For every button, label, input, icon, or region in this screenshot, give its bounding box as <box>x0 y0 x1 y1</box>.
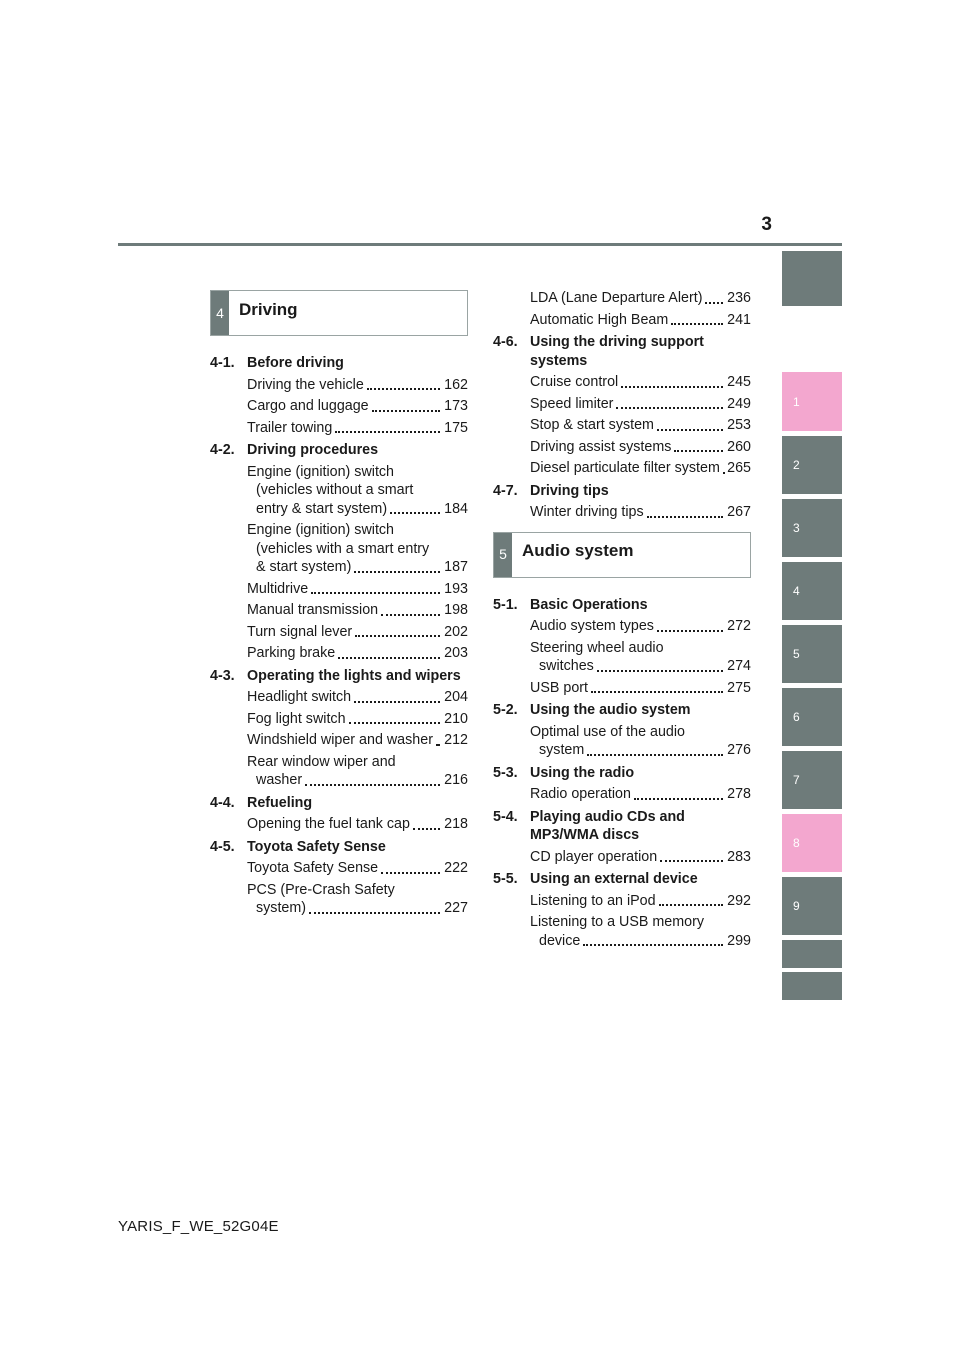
toc-subsection-number: 5-4. <box>493 808 518 825</box>
toc-leader-dots <box>705 302 723 304</box>
toc-entry-page: 265 <box>727 460 751 476</box>
toc-entry-title: Engine (ignition) switch (vehicles without a smart entry & start system) <box>247 463 414 517</box>
toc-leader-dots <box>413 828 440 830</box>
toc-entry-title: Driving assist systems <box>530 438 672 455</box>
toc-column-left <box>210 290 468 918</box>
toc-subsection-title: Before driving <box>247 355 344 371</box>
toc-entry-page: 175 <box>444 419 468 436</box>
toc-entry-title: Headlight switch <box>247 689 352 705</box>
toc-subsection-number: 4-4. <box>210 794 235 811</box>
section-header-audio-system[interactable] <box>493 532 751 578</box>
toc-entry-page: 275 <box>727 679 751 696</box>
toc-subsection-number: 4-5. <box>210 838 235 855</box>
chapter-tab-2[interactable] <box>782 436 842 494</box>
toc-entry-title: Optimal use of the audio system <box>530 723 685 758</box>
toc-entry-title: Opening the fuel tank cap <box>247 816 410 832</box>
toc-entry-title: Manual transmission <box>247 602 379 618</box>
toc-entry-page: 162 <box>444 376 468 393</box>
toc-leader-dots <box>372 410 440 412</box>
toc-entry-page: 216 <box>444 772 468 788</box>
toc-entry-title: Listening to an iPod <box>530 892 656 909</box>
toc-leader-dots <box>338 657 440 659</box>
toc-leader-dots <box>674 450 723 452</box>
toc-entry[interactable] <box>493 311 751 330</box>
chapter-tab-8[interactable] <box>782 814 842 872</box>
toc-entry[interactable] <box>210 688 468 707</box>
toc-entry-page: 245 <box>727 374 751 390</box>
toc-leader-dots <box>354 701 440 703</box>
chapter-tab-4[interactable] <box>782 562 842 620</box>
toc-entry-title: Toyota Safety Sense <box>247 860 379 876</box>
toc-entry[interactable] <box>493 617 751 636</box>
toc-subsection-heading[interactable] <box>210 667 468 686</box>
toc-entry-title: Turn signal lever <box>247 623 353 640</box>
toc-entry-page: 278 <box>727 786 751 802</box>
chapter-tab-label: 6 <box>793 710 800 724</box>
toc-leader-dots <box>390 512 440 514</box>
chapter-tab-9[interactable] <box>782 877 842 935</box>
chapter-tab-label: 7 <box>793 773 800 787</box>
chapter-tab-7[interactable] <box>782 751 842 809</box>
toc-entry-page: 276 <box>727 742 751 758</box>
chapter-tab-blank-b[interactable] <box>782 972 842 1000</box>
toc-entry[interactable] <box>493 723 751 760</box>
toc-leader-dots <box>597 670 723 672</box>
toc-entry-page: 241 <box>727 311 751 328</box>
toc-entry[interactable] <box>210 397 468 416</box>
toc-subsection-heading[interactable] <box>493 596 751 615</box>
toc-entry[interactable] <box>493 679 751 698</box>
toc-entry-page: 173 <box>444 398 468 414</box>
toc-subsection-heading[interactable] <box>210 838 468 857</box>
toc-entry-title: Diesel particulate filter system <box>530 460 720 476</box>
toc-entry[interactable] <box>210 731 468 750</box>
toc-entry-title: LDA (Lane Departure Alert) <box>530 290 703 306</box>
toc-entry-title: Driving the vehicle <box>247 376 364 393</box>
toc-subsection-title: Driving tips <box>530 482 609 499</box>
toc-entry-page: 212 <box>444 732 468 748</box>
toc-entry-page: 227 <box>444 900 468 916</box>
toc-subsection-title: Operating the lights and wipers <box>247 667 461 684</box>
toc-entry-page: 253 <box>727 417 751 433</box>
toc-entry-page: 204 <box>444 689 468 705</box>
toc-leader-dots <box>591 691 723 693</box>
toc-entry[interactable] <box>210 859 468 878</box>
toc-entry[interactable] <box>493 913 751 950</box>
toc-entry[interactable] <box>493 416 751 435</box>
toc-entry[interactable] <box>210 815 468 834</box>
toc-subsection-title: Playing audio CDs and MP3/WMA discs <box>530 808 685 843</box>
toc-entry-title: Parking brake <box>247 645 336 661</box>
toc-subsection-title: Using an external device <box>530 871 698 887</box>
toc-entry[interactable] <box>210 463 468 519</box>
toc-entry-title: Winter driving tips <box>530 504 644 520</box>
toc-entry-title: CD player operation <box>530 848 658 865</box>
section-title: Driving <box>239 299 298 319</box>
toc-entry[interactable] <box>493 639 751 676</box>
toc-leader-dots <box>436 744 440 746</box>
chapter-tab-label: 5 <box>793 647 800 661</box>
toc-entry-page: 267 <box>727 504 751 520</box>
toc-entry[interactable] <box>493 395 751 414</box>
toc-subsection-number: 4-2. <box>210 442 235 458</box>
footer-code: YARIS_F_WE_52G04E <box>118 1218 279 1235</box>
chapter-tab-5[interactable] <box>782 625 842 683</box>
chapter-tab-1[interactable] <box>782 372 842 431</box>
toc-entry-title: Audio system types <box>530 618 654 634</box>
toc-entry-page: 184 <box>444 500 468 517</box>
toc-entry-page: 222 <box>444 860 468 876</box>
toc-leader-dots <box>583 944 723 946</box>
chapter-tab-label: 8 <box>793 836 800 850</box>
toc-subsection-title: Toyota Safety Sense <box>247 838 386 855</box>
toc-leader-dots <box>616 407 723 409</box>
toc-leader-dots <box>355 635 440 637</box>
toc-entry[interactable] <box>210 419 468 438</box>
toc-subsection-number: 4-6. <box>493 334 518 350</box>
toc-leader-dots <box>309 912 440 914</box>
chapter-tab-label: 4 <box>793 584 800 598</box>
toc-entry-title: Cruise control <box>530 374 619 390</box>
toc-entry-title: Rear window wiper and washer <box>247 753 396 788</box>
section-title: Audio system <box>522 541 634 561</box>
toc-entry-title: Cargo and luggage <box>247 398 369 414</box>
toc-subsection-heading[interactable] <box>493 764 751 783</box>
toc-subsection-title: Using the driving support systems <box>530 334 704 369</box>
toc-entry-page: 292 <box>727 892 751 909</box>
toc-entry[interactable] <box>210 644 468 663</box>
toc-subsection-number: 4-1. <box>210 355 235 371</box>
toc-leader-dots <box>671 323 723 325</box>
page-number: 3 <box>761 214 772 235</box>
toc-subsection-title: Basic Operations <box>530 596 648 613</box>
toc-leader-dots <box>657 429 723 431</box>
toc-leader-dots <box>634 798 723 800</box>
toc-subsection-title: Driving procedures <box>247 442 379 458</box>
toc-entry[interactable] <box>210 623 468 642</box>
chapter-tab-label: 9 <box>793 899 800 913</box>
toc-leader-dots <box>305 784 440 786</box>
toc-entry-page: 218 <box>444 816 468 832</box>
toc-entry[interactable] <box>493 459 751 478</box>
toc-leader-dots <box>367 388 440 390</box>
toc-leader-dots <box>621 386 723 388</box>
section-number: 4 <box>211 291 229 335</box>
toc-subsection-number: 4-7. <box>493 482 518 499</box>
toc-subsection-number: 5-5. <box>493 871 518 887</box>
toc-entry[interactable] <box>210 601 468 620</box>
toc-entry-title: PCS (Pre-Crash Safety system) <box>247 881 395 916</box>
toc-leader-dots <box>349 722 440 724</box>
toc-leader-dots <box>381 614 440 616</box>
toc-subsection-heading[interactable] <box>210 441 468 460</box>
chapter-tab-label: 3 <box>793 521 800 535</box>
chapter-tab-label: 1 <box>793 394 800 409</box>
toc-leader-dots <box>587 754 723 756</box>
header-rule <box>118 243 842 246</box>
toc-leader-dots <box>381 872 440 874</box>
toc-leader-dots <box>659 904 723 906</box>
chapter-tab-blank-a[interactable] <box>782 940 842 968</box>
toc-entry[interactable] <box>493 373 751 392</box>
toc-subsection-heading[interactable] <box>493 482 751 501</box>
toc-subsection-title: Using the radio <box>530 764 635 781</box>
toc-leader-dots <box>657 630 723 632</box>
toc-entry[interactable] <box>493 503 751 522</box>
toc-entry-title: USB port <box>530 679 589 696</box>
toc-entry-page: 274 <box>727 658 751 674</box>
toc-entry-page: 187 <box>444 559 468 575</box>
toc-subsection-heading[interactable] <box>210 354 468 373</box>
toc-column-right <box>493 286 751 950</box>
toc-entry-page: 198 <box>444 602 468 618</box>
toc-entry-title: Engine (ignition) switch (vehicles with a smart entry & start system) <box>247 522 430 575</box>
toc-entry-page: 210 <box>444 710 468 727</box>
toc-subsection-title: Using the audio system <box>530 702 691 718</box>
toc-entry[interactable] <box>210 376 468 395</box>
toc-entry-page: 249 <box>727 395 751 412</box>
toc-entry[interactable] <box>493 438 751 457</box>
toc-entry-title: Steering wheel audio switches <box>530 639 664 674</box>
toc-entry-title: Automatic High Beam <box>530 311 669 328</box>
toc-entry-title: Listening to a USB memory device <box>530 914 705 949</box>
toc-entry-page: 260 <box>727 438 751 455</box>
toc-entry[interactable] <box>493 848 751 867</box>
chapter-tab-label: 2 <box>793 458 800 472</box>
toc-entry[interactable] <box>210 710 468 729</box>
toc-entry-title: Stop & start system <box>530 417 654 433</box>
toc-subsection-title: Refueling <box>247 794 313 811</box>
toc-subsection-number: 5-1. <box>493 596 518 613</box>
toc-entry-title: Windshield wiper and washer <box>247 732 433 748</box>
toc-entry[interactable] <box>493 289 751 308</box>
toc-entry-page: 203 <box>444 645 468 661</box>
toc-entry[interactable] <box>493 785 751 804</box>
toc-subsection-heading[interactable] <box>493 808 751 845</box>
toc-entry-title: Speed limiter <box>530 395 614 412</box>
toc-entry-page: 202 <box>444 623 468 640</box>
toc-entry[interactable] <box>210 580 468 599</box>
toc-list-right <box>493 596 751 951</box>
toc-subsection-heading[interactable] <box>493 701 751 720</box>
toc-leader-dots <box>647 516 723 518</box>
chapter-tab-blank-top[interactable] <box>782 251 842 306</box>
toc-entry-page: 299 <box>727 932 751 949</box>
toc-entry-page: 272 <box>727 618 751 634</box>
toc-subsection-heading[interactable] <box>210 794 468 813</box>
toc-entry-title: Fog light switch <box>247 710 346 727</box>
section-header-driving[interactable] <box>210 290 468 336</box>
toc-entry-title: Radio operation <box>530 786 631 802</box>
toc-subsection-heading[interactable] <box>493 333 751 370</box>
toc-subsection-number: 5-2. <box>493 702 518 718</box>
toc-subsection-number: 4-3. <box>210 667 235 684</box>
toc-entry-page: 193 <box>444 580 468 597</box>
toc-leader-dots <box>354 571 440 573</box>
toc-entry-page: 236 <box>727 290 751 306</box>
toc-entry-title: Trailer towing <box>247 419 333 436</box>
toc-entry[interactable] <box>210 881 468 918</box>
toc-subsection-number: 5-3. <box>493 764 518 781</box>
chapter-tab-3[interactable] <box>782 499 842 557</box>
toc-entry-title: Multidrive <box>247 580 309 597</box>
toc-entry-page: 283 <box>727 848 751 865</box>
toc-list-right-continued <box>493 289 751 522</box>
section-number: 5 <box>494 533 512 577</box>
toc-leader-dots <box>311 592 440 594</box>
toc-leader-dots <box>335 431 440 433</box>
chapter-tab-6[interactable] <box>782 688 842 746</box>
toc-entry[interactable] <box>210 753 468 790</box>
toc-subsection-heading[interactable] <box>493 870 751 889</box>
toc-entry[interactable] <box>493 892 751 911</box>
toc-leader-dots <box>660 860 723 862</box>
toc-entry[interactable] <box>210 521 468 577</box>
toc-list-left <box>210 354 468 918</box>
